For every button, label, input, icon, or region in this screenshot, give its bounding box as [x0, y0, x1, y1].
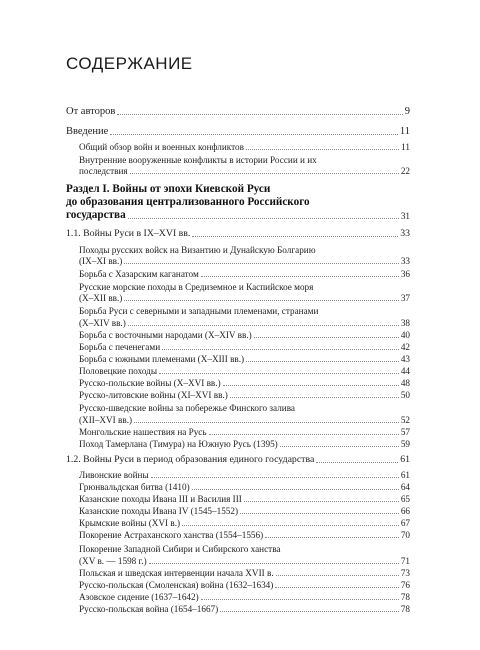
toc-entry-title: Русско-литовские войны (XI–XVI вв.) — [79, 390, 228, 400]
leader-dots — [275, 587, 398, 588]
toc-entry-title: Монгольские нашествия на Русь — [79, 427, 207, 437]
toc-entry[interactable] — [79, 256, 410, 266]
toc-entry[interactable] — [79, 592, 410, 602]
toc-entry-page: 61 — [400, 454, 410, 465]
toc-entry-title: Борьба с Хазарским каганатом — [79, 269, 199, 279]
leader-dots — [230, 397, 399, 398]
toc-entry-page: 48 — [400, 378, 410, 388]
toc-entry-title: Русско-польская (Смоленская) война (1632–1634) — [79, 580, 274, 590]
leader-dots — [223, 385, 399, 386]
toc-entry-title: От авторов — [66, 106, 116, 117]
toc-entry-title: (XV в. — 1598 г.) — [79, 556, 147, 566]
toc-entry-page: 64 — [400, 482, 410, 492]
toc-entry-title: (X–XIV вв.) — [79, 318, 126, 328]
toc-entry-title: Борьба с восточными народами (X–XIV вв.) — [79, 330, 252, 340]
toc-entry-page: 11 — [401, 142, 410, 152]
toc-entry-page: 59 — [400, 439, 410, 449]
leader-dots — [244, 501, 399, 502]
toc-entry[interactable] — [79, 482, 410, 492]
toc-entry-title: Половецкие походы — [79, 366, 158, 376]
leader-dots — [128, 325, 399, 326]
toc-entry-page: 76 — [400, 580, 410, 590]
leader-dots — [276, 575, 399, 576]
toc-entry-title: Казанские походы Ивана III и Василия III — [79, 494, 242, 504]
leader-dots — [265, 537, 399, 538]
toc-entry-page: 73 — [400, 568, 410, 578]
toc-entry-title: Борьба с печенегами — [79, 342, 161, 352]
leader-dots — [124, 300, 398, 301]
leader-dots — [192, 489, 399, 490]
leader-dots — [209, 434, 399, 435]
leader-dots — [246, 361, 399, 362]
toc-entry-page: 78 — [400, 604, 410, 614]
leader-dots — [149, 563, 399, 564]
toc-entry[interactable] — [79, 470, 410, 480]
toc-entry-page: 65 — [400, 494, 410, 504]
toc-entry[interactable] — [79, 342, 410, 352]
toc-entry-title: Казанские походы Ивана IV (1545–1552) — [79, 506, 239, 516]
leader-dots — [220, 611, 399, 612]
leader-dots — [151, 477, 399, 478]
toc-entry[interactable] — [79, 506, 410, 516]
toc-entry-title: Ливонские войны — [79, 470, 149, 480]
toc-entry[interactable] — [79, 415, 410, 425]
toc-entry-line: Борьба Руси с северными и западными племенами, странами — [79, 306, 319, 316]
toc-entry[interactable] — [79, 556, 410, 566]
toc-entry[interactable] — [79, 604, 410, 614]
toc-entry[interactable] — [79, 142, 410, 152]
toc-entry-title: Введение — [66, 126, 109, 137]
toc-entry-page: 31 — [400, 211, 410, 221]
toc-entry[interactable] — [79, 166, 410, 176]
leader-dots — [316, 462, 398, 463]
toc-entry-line: Русские морские походы в Средиземное и Каспийское моря — [79, 282, 314, 292]
toc-entry-page: 38 — [400, 318, 410, 328]
toc-entry-title: 1.1. Войны Руси в IX–XVI вв. — [66, 228, 191, 239]
leader-dots — [192, 236, 398, 237]
toc-entry-title: государства — [66, 209, 126, 221]
toc-entry-page: 61 — [400, 470, 410, 480]
toc-entry-title: Крымские войны (XVI в.) — [79, 518, 181, 528]
toc-entry[interactable] — [79, 293, 410, 303]
toc-entry[interactable] — [79, 439, 410, 449]
toc-entry[interactable] — [79, 318, 410, 328]
toc-entry-line: Русско-шведские войны за побережье Финского залива — [79, 403, 296, 413]
toc-entry[interactable] — [79, 330, 410, 340]
toc-entry-page: 66 — [400, 506, 410, 516]
toc-entry-title: (XII–XVI вв.) — [79, 415, 133, 425]
toc-entry-title: (IX–XI вв.) — [79, 256, 123, 266]
toc-entry-line: Внутренние вооруженные конфликты в истории России и их — [79, 155, 317, 165]
toc-entry-page: 11 — [399, 126, 410, 137]
toc-entry[interactable] — [79, 378, 410, 388]
leader-dots — [159, 373, 399, 374]
leader-dots — [280, 446, 399, 447]
toc-entry[interactable] — [79, 568, 410, 578]
toc-entry-page: 22 — [400, 166, 410, 176]
toc-entry-title: Польская и шведская интервенции начала XVII в. — [79, 568, 274, 578]
leader-dots — [124, 263, 398, 264]
section-heading[interactable] — [66, 209, 410, 221]
toc-entry-title: Общий обзор войн и военных конфликтов — [79, 142, 244, 152]
leader-dots — [201, 276, 399, 277]
toc-entry-page: 50 — [400, 390, 410, 400]
toc-entry-title: 1.2. Войны Руси в период образования единого государства — [66, 454, 315, 465]
toc-entry[interactable] — [79, 427, 410, 437]
toc-entry-page: 42 — [400, 342, 410, 352]
toc-entry-title: (X–XII вв.) — [79, 293, 123, 303]
leader-dots — [110, 134, 398, 135]
toc-entry-page: 57 — [400, 427, 410, 437]
leader-dots — [254, 337, 399, 338]
toc-entry-title: Покорение Астраханского ханства (1554–1556) — [79, 530, 264, 540]
toc-entry[interactable] — [79, 518, 410, 528]
toc-entry[interactable] — [79, 366, 410, 376]
toc-subsection[interactable] — [66, 229, 410, 239]
toc-entry-page: 37 — [400, 293, 410, 303]
toc-entry-title: Азовское сидение (1637–1642) — [79, 592, 199, 602]
toc-entry[interactable] — [79, 580, 410, 590]
leader-dots — [134, 422, 399, 423]
toc-entry-line: Покорение Западной Сибири и Сибирского ханства — [79, 544, 281, 554]
toc-entry-page: 78 — [400, 592, 410, 602]
leader-dots — [240, 513, 399, 514]
leader-dots — [246, 149, 399, 150]
toc-entry-page: 70 — [400, 530, 410, 540]
leader-dots — [128, 218, 399, 219]
toc-entry-page: 36 — [400, 269, 410, 279]
toc-entry[interactable] — [66, 106, 410, 117]
toc-entry-page: 52 — [400, 415, 410, 425]
toc-entry-title: Поход Тамерлана (Тимура) на Южную Русь (1395) — [79, 439, 278, 449]
toc-entry[interactable] — [79, 494, 410, 504]
toc-entry-page: 33 — [400, 256, 410, 266]
toc-entry-page: 9 — [404, 106, 410, 117]
toc-entry-page: 40 — [400, 330, 410, 340]
toc-entry-page: 33 — [400, 228, 410, 239]
toc-entry-page: 43 — [400, 354, 410, 364]
section-heading-line: до образования централизованного Российского — [66, 196, 310, 208]
toc-subsection[interactable] — [66, 455, 410, 465]
leader-dots — [130, 173, 399, 174]
section-heading-line: Раздел I. Войны от эпохи Киевской Руси — [66, 183, 271, 195]
toc-entry-title: Грюнвальдская битва (1410) — [79, 482, 190, 492]
leader-dots — [117, 114, 402, 115]
page-title: СОДЕРЖАНИЕ — [66, 54, 193, 73]
toc-entry[interactable] — [79, 390, 410, 400]
toc-entry-title: последствия — [79, 166, 128, 176]
toc-entry[interactable] — [79, 269, 410, 279]
toc-entry[interactable] — [79, 530, 410, 540]
leader-dots — [182, 525, 399, 526]
toc-entry-page: 44 — [400, 366, 410, 376]
toc-entry-line: Походы русских войск на Византию и Дунайскую Болгарию — [79, 245, 316, 255]
leader-dots — [201, 599, 399, 600]
toc-entry-title: Борьба с южными племенами (X–XIII вв.) — [79, 354, 245, 364]
toc-entry-page: 67 — [400, 518, 410, 528]
leader-dots — [162, 349, 399, 350]
toc-entry-title: Русско-польские войны (X–XVI вв.) — [79, 378, 221, 388]
toc-entry[interactable] — [66, 126, 410, 137]
toc-entry-page: 71 — [400, 556, 410, 566]
toc-entry-title: Русско-польская война (1654–1667) — [79, 604, 219, 614]
toc-entry[interactable] — [79, 354, 410, 364]
